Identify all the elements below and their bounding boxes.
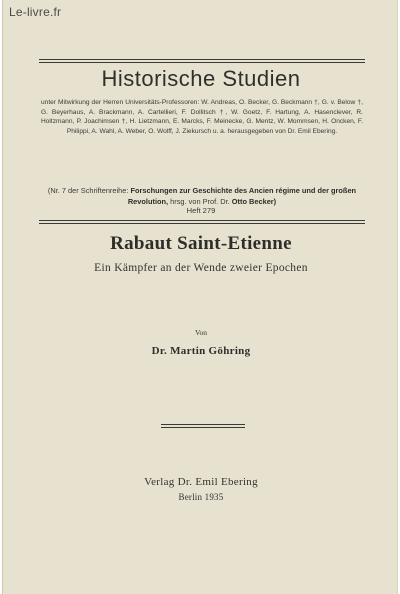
- by-label: Von: [195, 328, 207, 337]
- watermark: Le-livre.fr: [9, 5, 62, 19]
- header-bottom-rule-inner: [39, 223, 365, 224]
- top-rule: [39, 59, 365, 60]
- header-bottom-rule: [39, 220, 365, 221]
- publisher: Verlag Dr. Emil Ebering: [144, 476, 258, 488]
- series-title: Historische Studien: [101, 66, 301, 91]
- note-editor: Otto Becker): [231, 196, 277, 206]
- series-note: [41, 186, 363, 207]
- issue-number: Heft 279: [186, 206, 216, 215]
- top-rule-inner: [39, 62, 365, 63]
- separator-rule-inner: [161, 427, 245, 428]
- book-cover: [2, 0, 398, 594]
- book-title: Rabaut Saint-Etienne: [110, 233, 292, 254]
- book-subtitle: Ein Kämpfer an der Wende zweier Epochen: [94, 262, 308, 274]
- collaborators-text: unter Mitwirkung der Herren Universitäts-Professoren: W. Andreas, O. Becker, G. Beckmann †, G. v. Below †, G. Beyerhaus, A. Brackmann, A. Cartellieri, F. Dollitsch †, W. Goetz, F. Hartung, A. Hasenclever, R. Holtzmann, P. Joachimsen †, H. Lietzmann, E. Marcks, F. Meinecke, G. Mentz, W. Mommsen, H. Oncken, F. Philippi, A. Wahl, A. Weber, O. Wolff, J. Ziekursch u. a. herausgegeben von Dr. Emil Ebering.: [41, 99, 363, 135]
- note-series: Forschungen zur Geschichte des Ancien régime und der großen Revolution,: [127, 186, 357, 206]
- place-year: Berlin 1935: [178, 492, 224, 502]
- author-name: Dr. Martin Göhring: [151, 345, 251, 357]
- note-editor-prefix: hrsg. von Prof. Dr.: [170, 196, 230, 206]
- separator-rule: [161, 424, 245, 425]
- note-prefix: (Nr. 7 der Schriftenreihe:: [47, 186, 129, 195]
